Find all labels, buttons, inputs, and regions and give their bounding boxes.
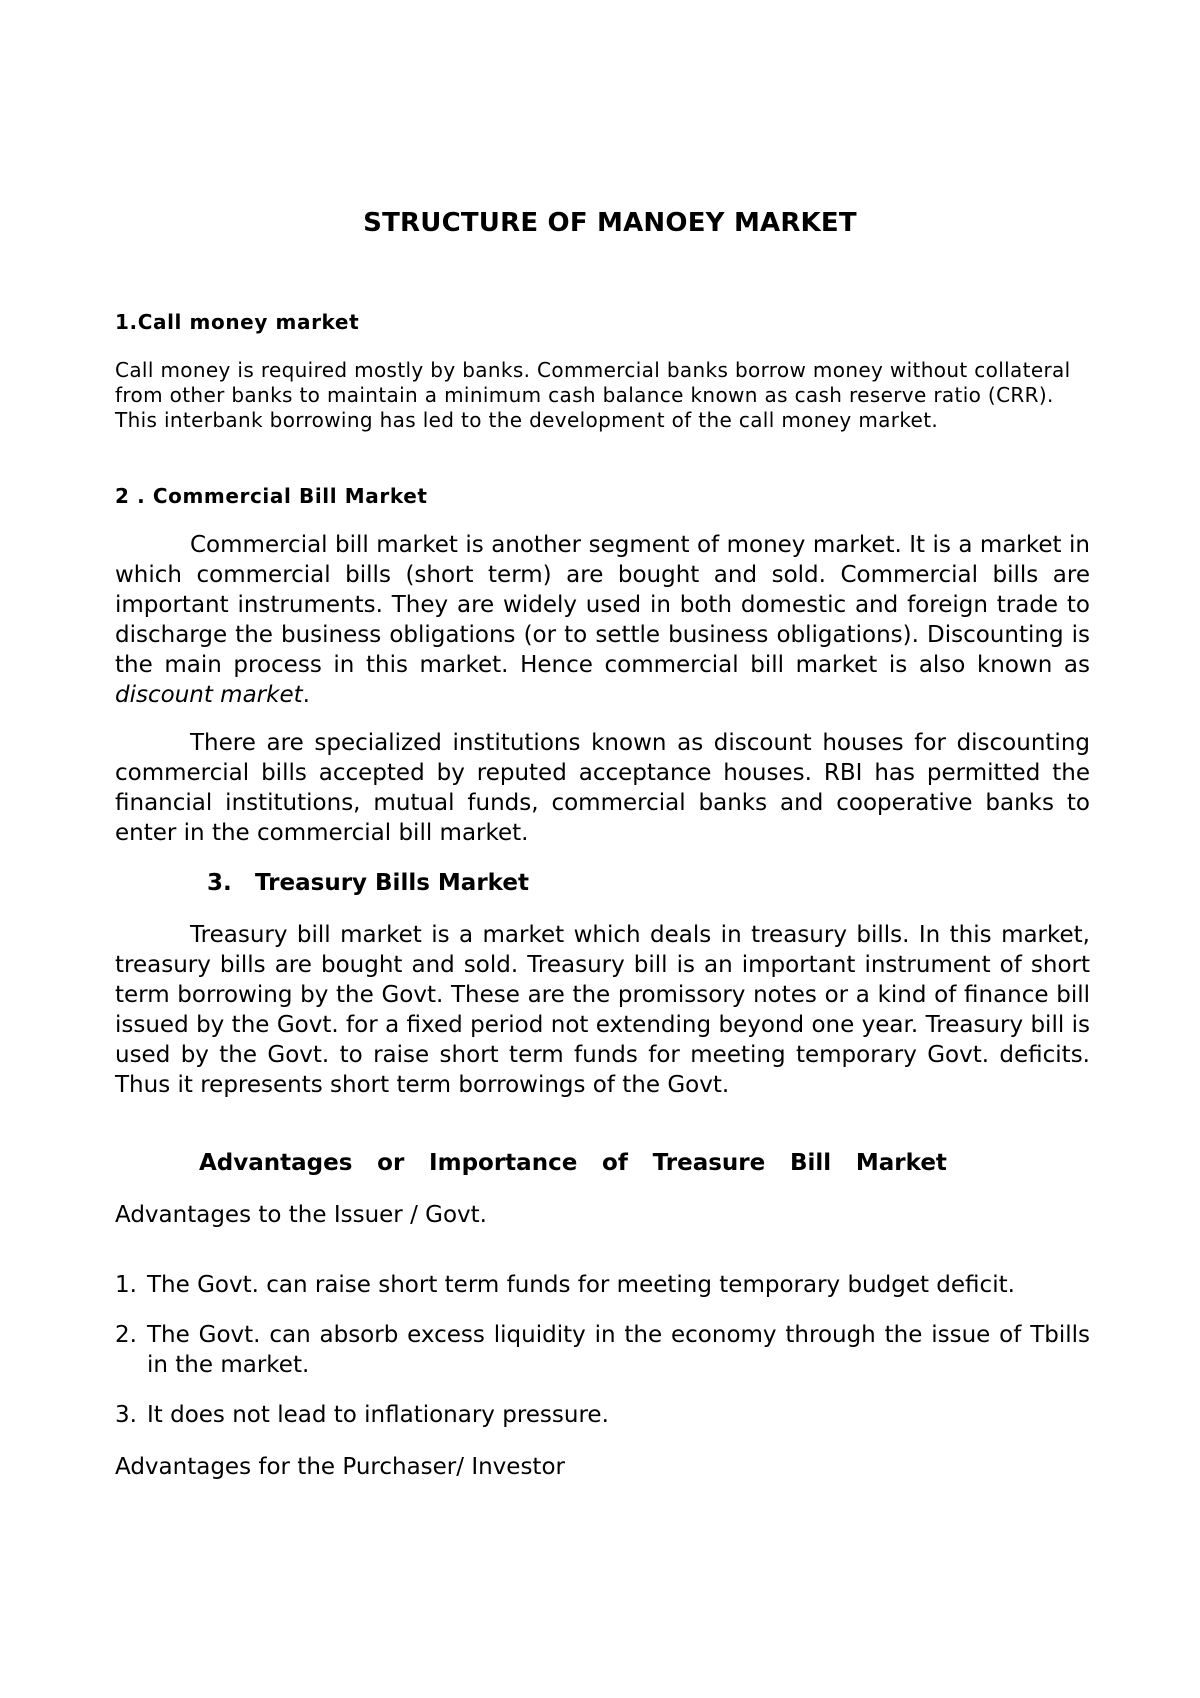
list-item-number: 3. <box>115 1402 137 1428</box>
section-3-body: Treasury bill market is a market which deals in treasury bills. In this market, treasury bills are bought and sold. Treasury bill is an important instrument of short term borrowing by the Govt. These are the promissory notes or a kind of finance bill issued by the Govt. for a fixed period not extending beyond one year. Treasury bill is used by the Govt. to raise short term funds for meeting temporary Govt. deficits. Thus it represents short term borrowings of the Govt. <box>115 922 1090 1098</box>
section-3-number: 3. <box>207 870 232 896</box>
advantages-heading-word: Importance <box>429 1150 578 1176</box>
issuer-advantages-heading: Advantages to the Issuer / Govt. <box>115 1202 487 1228</box>
advantages-heading-word: Advantages <box>199 1150 353 1176</box>
list-item-number: 2. <box>115 1322 137 1348</box>
section-2-paragraph-1-end: . <box>302 682 310 708</box>
section-2-paragraph-2: There are specialized institutions known as discount houses for discounting commercial bills accepted by reputed acceptance houses. RBI has permitted the financial institutions, mutual funds, commercial banks and cooperative banks to enter in the commercial bill market. <box>115 730 1090 846</box>
advantages-heading-word: or <box>377 1150 405 1176</box>
list-item-number: 1. <box>115 1272 137 1298</box>
advantages-heading-word: Bill <box>789 1150 832 1176</box>
list-item <box>115 1270 1090 1300</box>
list-item-text: The Govt. can raise short term funds for meeting temporary budget deficit. <box>147 1272 1015 1298</box>
advantages-heading-word: Treasure <box>652 1150 766 1176</box>
section-3-title: Treasury Bills Market <box>255 870 529 896</box>
page-title: STRUCTURE OF MANOEY MARKET <box>363 208 857 238</box>
section-1-heading: 1.Call money market <box>115 310 360 334</box>
section-2-heading: 2 . Commercial Bill Market <box>115 484 428 508</box>
advantages-heading-word: Market <box>855 1150 947 1176</box>
discount-market-term: discount market <box>115 682 303 708</box>
list-item <box>115 1320 1090 1380</box>
list-item <box>115 1400 1090 1430</box>
section-3-heading <box>207 870 529 896</box>
list-item-text: The Govt. can absorb excess liquidity in the economy through the issue of Tbills in the market. <box>147 1322 1090 1378</box>
purchaser-advantages-heading: Advantages for the Purchaser/ Investor <box>115 1454 565 1480</box>
section-1-body: Call money is required mostly by banks. Commercial banks borrow money without collateral from other banks to maintain a minimum cash balance known as cash reserve ratio (CRR). This interbank borrowing has led to the development of the call money market. <box>115 358 1071 432</box>
section-2-paragraph-1 <box>115 530 1090 710</box>
advantages-heading <box>199 1150 947 1176</box>
section-2-paragraph-1-text: Commercial bill market is another segment of money market. It is a market in which commercial bills (short term) are bought and sold. Commercial bills are important instruments. They are widely used in both domestic and foreign trade to discharge the business obligations (or to settle business obligations). Discounting is the main process in this market. Hence commercial bill market is also known as <box>115 532 1090 678</box>
advantages-heading-word: of <box>602 1150 628 1176</box>
list-item-text: It does not lead to inflationary pressure. <box>147 1402 609 1428</box>
